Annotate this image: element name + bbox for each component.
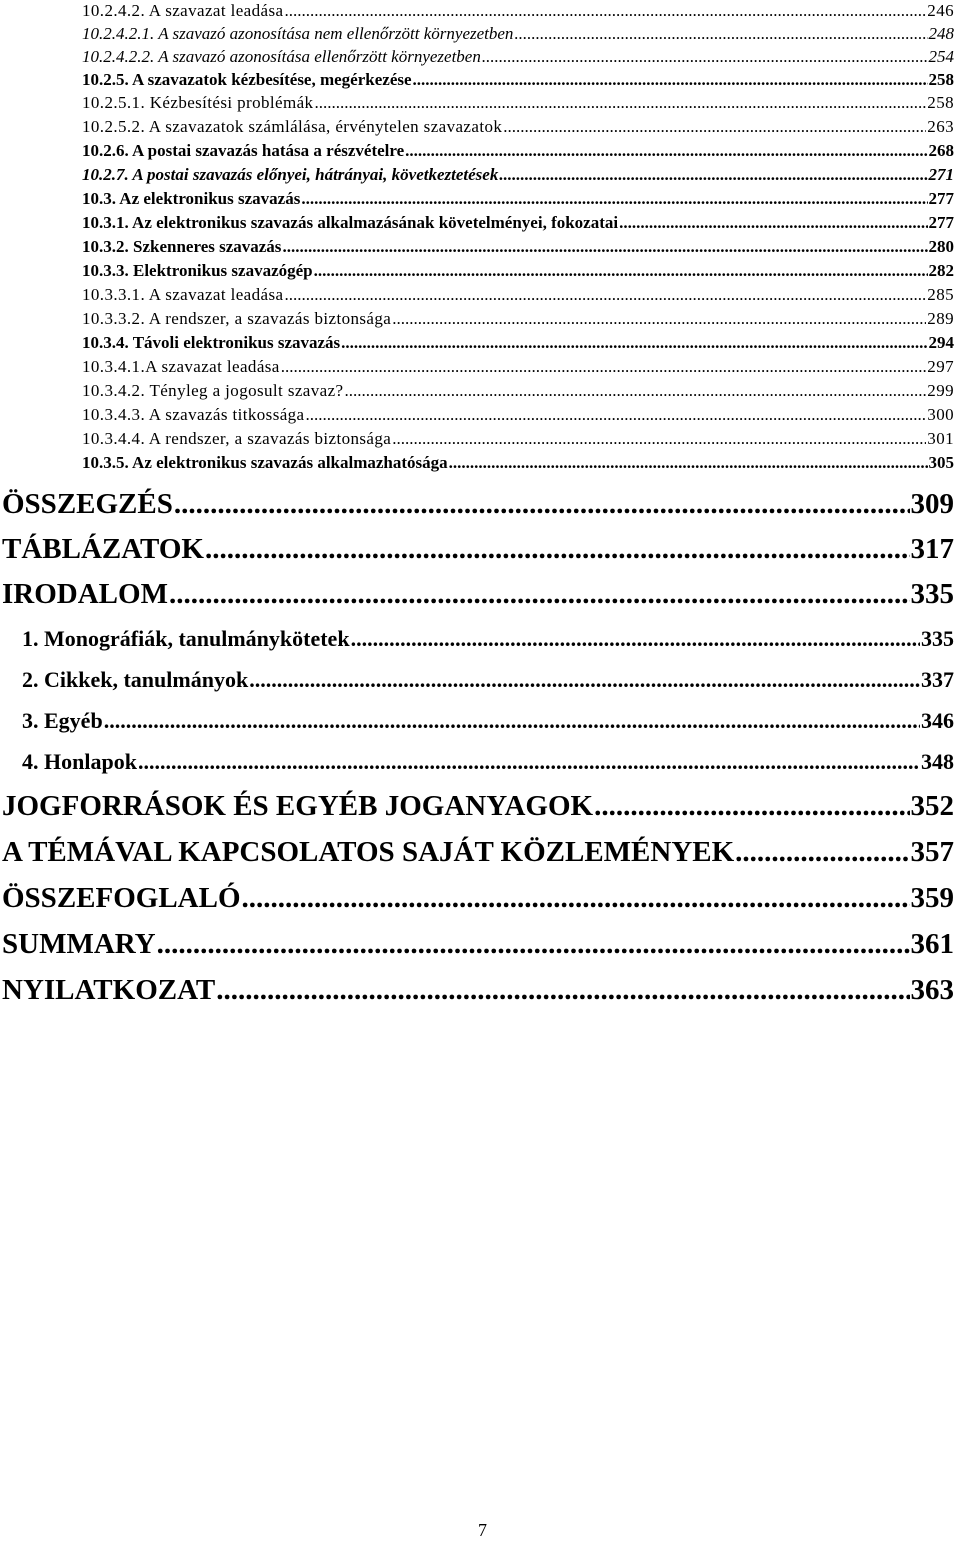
toc-entry-title: 10.2.5.2. A szavazatok számlálása, érvénytelen szavazatok <box>82 117 503 136</box>
toc-entry-page: 348 <box>921 749 954 774</box>
toc-entry[interactable] <box>82 213 954 233</box>
dot-leader <box>314 93 926 113</box>
toc-entry-title: 10.3.1. Az elektronikus szavazás alkalmazásának követelményei, fokozatai <box>82 213 619 232</box>
toc-entry[interactable] <box>82 117 954 137</box>
toc-entry-page: 346 <box>921 708 954 733</box>
toc-entry-page: 248 <box>928 24 954 43</box>
toc-entry[interactable] <box>82 261 954 281</box>
toc-entry-title: JOGFORRÁSOK ÉS EGYÉB JOGANYAGOK <box>2 790 594 822</box>
toc-chapter[interactable] <box>2 533 954 566</box>
dot-leader <box>242 882 910 915</box>
toc-entry[interactable] <box>82 165 954 185</box>
toc-entry-title: 10.3.2. Szkenneres szavazás <box>82 237 282 256</box>
toc-chapter[interactable] <box>2 882 954 915</box>
dot-leader <box>514 24 927 44</box>
dot-leader <box>205 533 910 566</box>
dot-leader <box>216 974 909 1007</box>
toc-entry[interactable] <box>82 1 954 21</box>
toc-chapter[interactable] <box>2 578 954 611</box>
toc-entry-page: 363 <box>910 974 954 1006</box>
toc-entry[interactable] <box>82 405 954 425</box>
dot-leader <box>157 928 910 961</box>
toc-entry-page: 305 <box>928 453 954 472</box>
toc-entry-page: 285 <box>927 285 954 304</box>
toc-entry[interactable] <box>82 189 954 209</box>
toc-entry[interactable] <box>82 141 954 161</box>
toc-entry-title: 10.3.4. Távoli elektronikus szavazás <box>82 333 341 352</box>
toc-subentry[interactable] <box>22 626 954 652</box>
toc-entry-page: 359 <box>910 882 954 914</box>
dot-leader <box>449 453 928 473</box>
toc-entry-title: 10.3.4.1.A szavazat leadása <box>82 357 280 376</box>
toc-entry-page: 289 <box>927 309 954 328</box>
toc-entry-page: 294 <box>928 333 954 352</box>
toc-chapter[interactable] <box>2 928 954 961</box>
toc-entry-page: 258 <box>927 93 954 112</box>
toc-entry[interactable] <box>82 237 954 257</box>
dot-leader <box>482 47 928 67</box>
dot-leader <box>301 189 927 209</box>
dot-leader <box>282 237 927 257</box>
toc-entry-title: 10.3.4.4. A rendszer, a szavazás biztonsága <box>82 429 392 448</box>
toc-entry-title: 1. Monográfiák, tanulmánykötetek <box>22 626 350 651</box>
toc-entry-title: 10.2.5. A szavazatok kézbesítése, megérkezése <box>82 70 412 89</box>
dot-leader <box>281 357 927 377</box>
toc-entry-title: 10.2.4.2. A szavazat leadása <box>82 1 284 20</box>
toc-entry-page: 254 <box>928 47 954 66</box>
toc-entry-title: 10.3. Az elektronikus szavazás <box>82 189 301 208</box>
toc-entry-page: 337 <box>921 667 954 692</box>
toc-entry-title: 10.3.5. Az elektronikus szavazás alkalmazhatósága <box>82 453 448 472</box>
toc-entry-page: 271 <box>928 165 954 184</box>
toc-entry-title: ÖSSZEFOGLALÓ <box>2 882 241 914</box>
toc-entry-page: 277 <box>928 213 954 232</box>
toc-entry-title: A TÉMÁVAL KAPCSOLATOS SAJÁT KÖZLEMÉNYEK <box>2 836 735 868</box>
toc-entry[interactable] <box>82 381 954 401</box>
toc-entry-page: 258 <box>928 70 954 89</box>
toc-entry-page: 301 <box>927 429 954 448</box>
toc-entry-title: 10.3.3.1. A szavazat leadása <box>82 285 284 304</box>
toc-subentry[interactable] <box>22 667 954 693</box>
toc-entry-page: 357 <box>910 836 954 868</box>
toc-entry[interactable] <box>82 429 954 449</box>
dot-leader <box>284 285 926 305</box>
toc-entry-title: 3. Egyéb <box>22 708 103 733</box>
toc-entry-page: 352 <box>910 790 954 822</box>
toc-entry-title: 10.3.4.2. Tényleg a jogosult szavaz? <box>82 381 344 400</box>
dot-leader <box>413 70 928 90</box>
toc-entry-title: ÖSSZEGZÉS <box>2 488 173 520</box>
dot-leader <box>284 1 926 21</box>
dot-leader <box>499 165 927 185</box>
dot-leader <box>314 261 928 281</box>
toc-entry[interactable] <box>82 24 954 44</box>
toc-entry-title: 10.3.3.2. A rendszer, a szavazás biztonsága <box>82 309 392 328</box>
dot-leader <box>594 790 909 823</box>
toc-entry-page: 246 <box>927 1 954 20</box>
toc-entry-title: 10.2.5.1. Kézbesítési problémák <box>82 93 314 112</box>
toc-entry-page: 317 <box>910 533 954 565</box>
toc-entry-page: 268 <box>928 141 954 160</box>
dot-leader <box>619 213 927 233</box>
dot-leader <box>169 578 910 611</box>
dot-leader <box>341 333 927 353</box>
dot-leader <box>351 626 920 652</box>
dot-leader <box>344 381 926 401</box>
dot-leader <box>249 667 920 693</box>
toc-entry[interactable] <box>82 309 954 329</box>
dot-leader <box>735 836 909 869</box>
toc-entry-page: 300 <box>927 405 954 424</box>
toc-subentry[interactable] <box>22 749 954 775</box>
toc-chapter[interactable] <box>2 836 954 869</box>
toc-entry-page: 299 <box>927 381 954 400</box>
toc-entry[interactable] <box>82 70 954 90</box>
toc-entry-page: 335 <box>910 578 954 610</box>
toc-entry[interactable] <box>82 453 954 473</box>
dot-leader <box>174 488 910 521</box>
toc-entry-page: 282 <box>928 261 954 280</box>
toc-entry-page: 297 <box>927 357 954 376</box>
toc-entry-page: 263 <box>927 117 954 136</box>
toc-entry-title: 2. Cikkek, tanulmányok <box>22 667 249 692</box>
toc-entry-title: IRODALOM <box>2 578 168 610</box>
dot-leader <box>503 117 926 137</box>
toc-chapter[interactable] <box>2 488 954 521</box>
dot-leader <box>405 141 927 161</box>
toc-entry-page: 361 <box>910 928 954 960</box>
toc-entry-title: 10.3.3. Elektronikus szavazógép <box>82 261 313 280</box>
toc-entry-page: 280 <box>928 237 954 256</box>
toc-entry-title: 10.2.6. A postai szavazás hatása a részvételre <box>82 141 405 160</box>
dot-leader <box>138 749 920 775</box>
dot-leader <box>306 405 927 425</box>
toc-entry-title: 10.2.4.2.2. A szavazó azonosítása ellenőrzött környezetben <box>82 47 481 66</box>
toc-entry-page: 277 <box>928 189 954 208</box>
toc-entry-title: 10.2.7. A postai szavazás előnyei, hátrányai, következtetések <box>82 165 499 184</box>
toc-entry-page: 309 <box>910 488 954 520</box>
toc-entry-title: 4. Honlapok <box>22 749 137 774</box>
dot-leader <box>392 429 926 449</box>
toc-entry-title: 10.2.4.2.1. A szavazó azonosítása nem ellenőrzött környezetben <box>82 24 514 43</box>
toc-entry[interactable] <box>82 47 954 67</box>
toc-subentry[interactable] <box>22 708 954 734</box>
toc-entry-title: 10.3.4.3. A szavazás titkossága <box>82 405 305 424</box>
toc-chapter[interactable] <box>2 790 954 823</box>
dot-leader <box>392 309 926 329</box>
toc-entry[interactable] <box>82 285 954 305</box>
toc-chapter[interactable] <box>2 974 954 1007</box>
toc-entry-page: 335 <box>921 626 954 651</box>
toc-entry[interactable] <box>82 357 954 377</box>
toc-entry[interactable] <box>82 333 954 353</box>
toc-entry[interactable] <box>82 93 954 113</box>
toc-entry-title: NYILATKOZAT <box>2 974 216 1006</box>
page-number: 7 <box>478 1520 487 1540</box>
dot-leader <box>104 708 920 734</box>
toc-entry-title: SUMMARY <box>2 928 156 960</box>
toc-entry-title: TÁBLÁZATOK <box>2 533 204 565</box>
